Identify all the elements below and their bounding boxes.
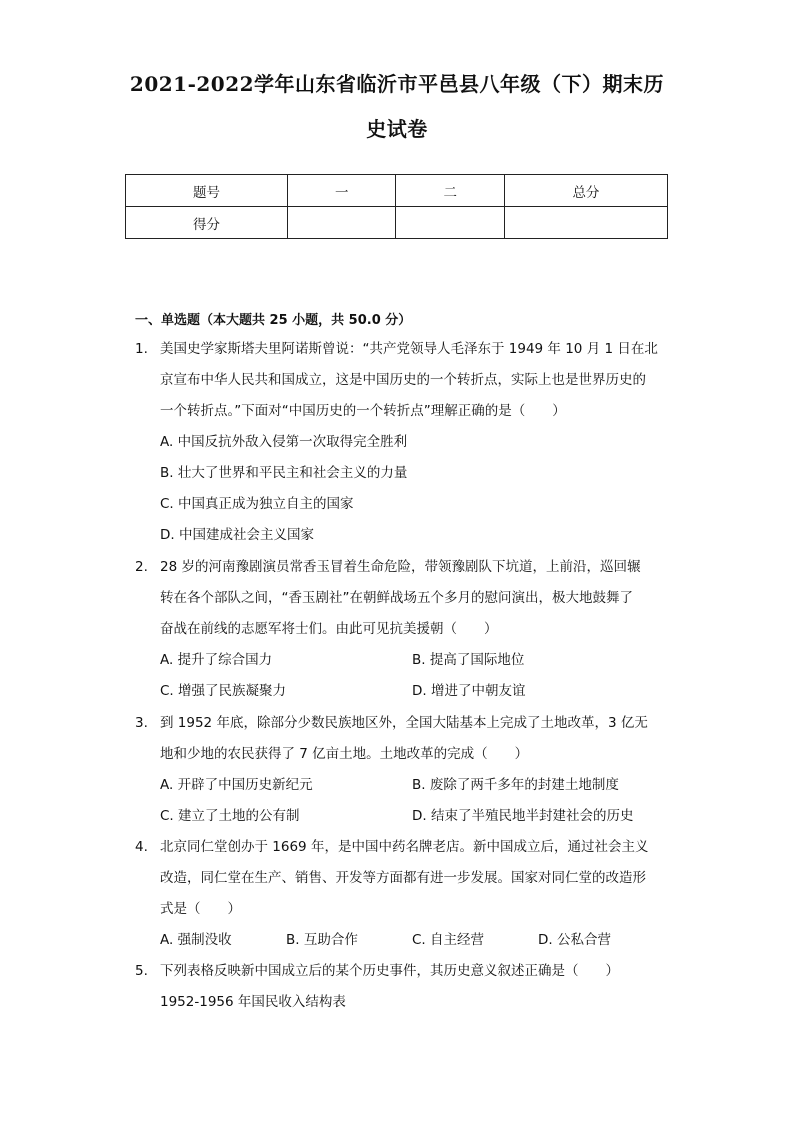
answer-option-c[interactable]: C. 增强了民族凝聚力 (160, 683, 287, 699)
score-cell-part-1[interactable] (288, 207, 396, 239)
answer-option-d[interactable]: D. 结束了半殖民地半封建社会的历史 (412, 808, 634, 824)
question-line: 一个转折点。”下面对“中国历史的一个转折点”理解正确的是（ ） (160, 403, 566, 419)
question-number: 3. (135, 715, 148, 731)
question-line: 美国史学家斯塔夫里阿诺斯曾说：“共产党领导人毛泽东于 1949 年 10 月 1 日在北 (160, 341, 658, 357)
score-table (125, 174, 668, 239)
exam-title-line-1: 2021-2022学年山东省临沂市平邑县八年级（下）期末历 (129, 72, 665, 96)
score-table-header-cell: 总分 (504, 175, 667, 207)
question-number: 1. (135, 341, 148, 357)
question-number: 4. (135, 839, 148, 855)
answer-option-a[interactable]: A. 中国反抗外敌入侵第一次取得完全胜利 (160, 434, 408, 450)
score-table-score-row (126, 207, 668, 239)
question-5 (135, 956, 675, 1026)
score-table-header-cell: 一 (288, 175, 396, 207)
question-stem (160, 708, 665, 770)
question-line: 转在各个部队之间，“香玉剧社”在朝鲜战场五个多月的慰问演出，极大地鼓舞了 (160, 590, 633, 606)
section-heading: 一、单选题（本大题共 25 小题，共 50.0 分） (135, 313, 412, 328)
question-number: 5. (135, 963, 148, 979)
answer-option-d[interactable]: D. 增进了中朝友谊 (412, 683, 526, 699)
answer-option-d[interactable]: D. 公私合营 (538, 932, 611, 948)
answer-option-c[interactable]: C. 自主经营 (412, 932, 485, 948)
question-line: 式是（ ） (160, 901, 241, 917)
score-table-header-cell: 题号 (126, 175, 288, 207)
score-table-header-row (126, 175, 668, 207)
answer-option-b[interactable]: B. 互助合作 (286, 932, 358, 948)
exam-title-line-2: 史试卷 (366, 117, 428, 141)
question-stem (160, 956, 665, 1018)
question-stem (160, 832, 665, 925)
answer-option-d[interactable]: D. 中国建成社会主义国家 (160, 527, 314, 543)
question-2 (135, 552, 675, 712)
score-cell-total[interactable] (504, 207, 667, 239)
question-line: 28 岁的河南豫剧演员常香玉冒着生命危险，带领豫剧队下坑道，上前沿，巡回辗 (160, 559, 641, 575)
question-stem (160, 552, 665, 645)
score-cell-part-2[interactable] (396, 207, 504, 239)
answer-option-b[interactable]: B. 废除了两千多年的封建土地制度 (412, 777, 619, 793)
score-table-row-label: 得分 (126, 207, 288, 239)
answer-option-c[interactable]: C. 中国真正成为独立自主的国家 (160, 496, 354, 512)
question-line: 地和少地的农民获得了 7 亿亩土地。土地改革的完成（ ） (160, 746, 529, 762)
question-line: 奋战在前线的志愿军将士们。由此可见抗美援朝（ ） (160, 621, 498, 637)
answer-option-b[interactable]: B. 提高了国际地位 (412, 652, 525, 668)
table-caption: 1952-1956 年国民收入结构表 (160, 994, 346, 1010)
answer-option-b[interactable]: B. 壮大了世界和平民主和社会主义的力量 (160, 465, 408, 481)
question-line: 下列表格反映新中国成立后的某个历史事件，其历史意义叙述正确是（ ） (160, 963, 619, 979)
question-line: 改造，同仁堂在生产、销售、开发等方面都有进一步发展。国家对同仁堂的改造形 (160, 870, 646, 886)
question-line: 北京同仁堂创办于 1669 年，是中国中药名牌老店。新中国成立后，通过社会主义 (160, 839, 649, 855)
answer-option-a[interactable]: A. 提升了综合国力 (160, 652, 273, 668)
question-line: 京宣布中华人民共和国成立，这是中国历史的一个转折点，实际上也是世界历史的 (160, 372, 646, 388)
question-line: 到 1952 年底，除部分少数民族地区外，全国大陆基本上完成了土地改革，3 亿无 (160, 715, 648, 731)
question-stem (160, 334, 665, 551)
question-number: 2. (135, 559, 148, 575)
score-table-header-cell: 二 (396, 175, 504, 207)
answer-option-c[interactable]: C. 建立了土地的公有制 (160, 808, 300, 824)
question-3 (135, 708, 675, 838)
answer-option-a[interactable]: A. 强制没收 (160, 932, 232, 948)
question-1 (135, 334, 675, 554)
answer-option-a[interactable]: A. 开辟了中国历史新纪元 (160, 777, 313, 793)
question-4 (135, 832, 675, 962)
